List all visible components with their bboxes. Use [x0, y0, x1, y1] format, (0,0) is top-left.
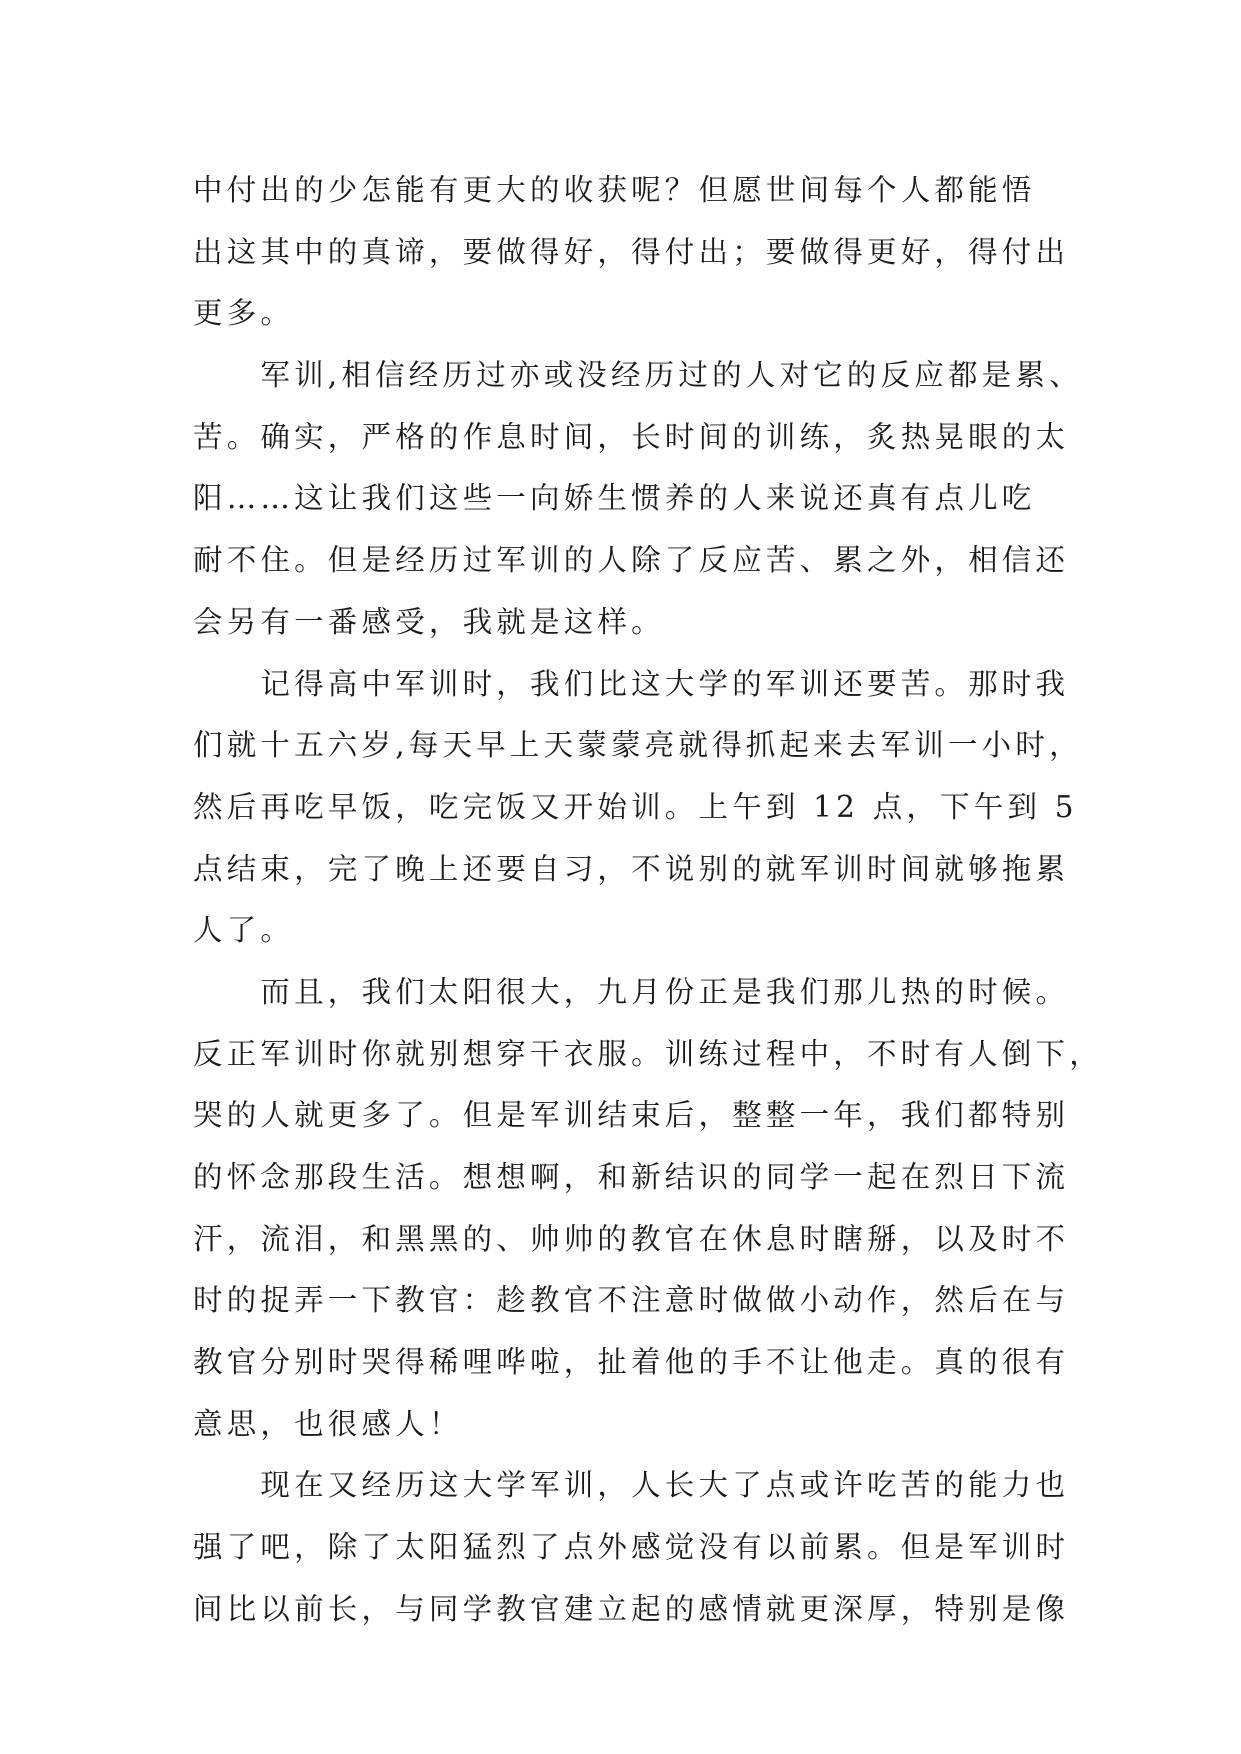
text-line: 教官分别时哭得稀哩哗啦，扯着他的手不让他走。真的很有	[193, 1345, 1070, 1380]
text-line: 中付出的少怎能有更大的收获呢？但愿世间每个人都能悟	[193, 173, 1036, 207]
text-line: 耐不住。但是经历过军训的人除了反应苦、累之外，相信还	[193, 543, 1070, 578]
paragraph-2	[193, 345, 1083, 653]
text-line: 更多。	[193, 296, 295, 331]
text-line: 出这其中的真谛，要做得好，得付出；要做得更好，得付出	[193, 234, 1070, 269]
paragraph-4	[193, 962, 1103, 1456]
text-line: 现在又经历这大学军训，人长大了点或许吃苦的能力也	[193, 1468, 1070, 1503]
text-line: 的怀念那段生活。想想啊，和新结识的同学一起在烈日下流	[193, 1160, 1070, 1194]
body-text	[193, 160, 1103, 1641]
text-line: 时的捉弄一下教官：趁教官不注意时做做小动作，然后在与	[193, 1283, 1070, 1318]
text-line: 意思，也很感人！	[193, 1406, 463, 1441]
paragraph-1	[193, 160, 1070, 345]
text-line: 会另有一番感受，我就是这样。	[193, 604, 665, 639]
text-line: 阳……这让我们这些一向娇生惯养的人来说还真有点儿吃	[193, 481, 1036, 516]
text-line: 间比以前长，与同学教官建立起的感情就更深厚，特别是像	[193, 1591, 1070, 1626]
text-line: 人了。	[193, 913, 295, 948]
text-line: 汗，流泪，和黑黑的、帅帅的教官在休息时瞎掰，以及时不	[193, 1221, 1070, 1256]
paragraph-5	[193, 1455, 1070, 1640]
text-line: 哭的人就更多了。但是军训结束后，整整一年，我们都特别	[193, 1098, 1070, 1133]
text-line: 反正军训时你就别想穿干衣服。训练过程中，不时有人倒下，	[193, 1036, 1103, 1071]
text-line: 苦。确实，严格的作息时间，长时间的训练，炙热晃眼的太	[193, 419, 1070, 454]
text-line: 强了吧，除了太阳猛烈了点外感觉没有以前累。但是军训时	[193, 1530, 1070, 1565]
text-line: 而且，我们太阳很大，九月份正是我们那儿热的时候。	[193, 974, 1070, 1009]
paragraph-3	[193, 654, 1083, 962]
text-line: 们就十五六岁,每天早上天蒙蒙亮就得抓起来去军训一小时，	[193, 728, 1083, 763]
text-line: 记得高中军训时，我们比这大学的军训还要苦。那时我	[193, 666, 1070, 701]
text-line: 点结束，完了晚上还要自习，不说别的就军训时间就够拖累	[193, 851, 1070, 886]
text-line: 军训,相信经历过亦或没经历过的人对它的反应都是累、	[193, 358, 1083, 393]
text-line: 然后再吃早饭，吃完饭又开始训。上午到 12 点，下午到 5	[193, 789, 1078, 824]
